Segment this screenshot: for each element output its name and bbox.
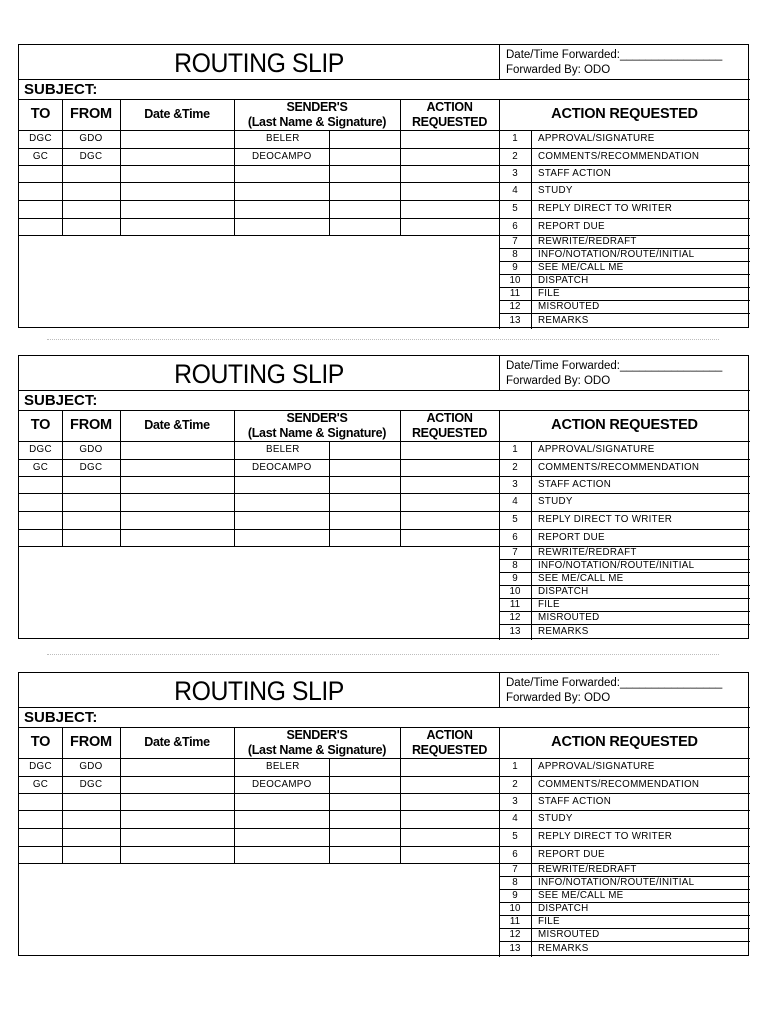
table-rule (499, 673, 500, 707)
datetime-forwarded: Date/Time Forwarded:________________ (506, 49, 723, 61)
slip-title: ROUTING SLIP (174, 359, 344, 389)
action-item-label: SEE ME/CALL ME (538, 262, 624, 273)
action-item-label: REWRITE/REDRAFT (538, 236, 637, 247)
header-action-requested-text (551, 107, 698, 122)
action-number: 10 (509, 903, 521, 914)
action-number: 8 (512, 249, 518, 260)
routing-slip (18, 44, 749, 328)
action-number: 7 (512, 864, 518, 875)
table-rule (499, 218, 750, 219)
subject-label: SUBJECT: (24, 392, 98, 409)
header-from-text (70, 107, 112, 122)
action-item-label: STAFF ACTION (538, 796, 612, 807)
action-item-label: COMMENTS/RECOMMENDATION (538, 462, 700, 473)
header-sender-line: (Last Name & Signature) (247, 114, 387, 129)
header-action (400, 410, 499, 441)
action-number: 2 (512, 462, 518, 473)
cut-line-divider (47, 654, 719, 655)
table-rule (499, 529, 750, 530)
action-item-label: STAFF ACTION (538, 479, 612, 490)
routing-slip (18, 672, 749, 956)
header-action-requested-text (551, 735, 698, 750)
table-rule (499, 300, 750, 301)
action-item-label: FILE (538, 288, 560, 299)
table-rule (329, 758, 330, 863)
table-rule (19, 235, 499, 236)
action-item-label: REMARKS (538, 943, 589, 954)
action-item-label: STUDY (538, 185, 573, 196)
action-number: 1 (512, 444, 518, 455)
slip-title: ROUTING SLIP (174, 48, 344, 78)
header-sender-line: SENDER'S (286, 727, 348, 742)
header-action-text (412, 728, 487, 758)
action-number: 7 (512, 236, 518, 247)
table-rule (499, 611, 750, 612)
table-rule (19, 863, 499, 864)
header-action-requested (499, 99, 750, 130)
action-number: 7 (512, 547, 518, 558)
row-from: DGC (79, 462, 103, 473)
action-item-label: COMMENTS/RECOMMENDATION (538, 151, 700, 162)
table-rule (19, 218, 499, 219)
header-action-requested-line: ACTION REQUESTED (551, 106, 698, 122)
action-item-label: REMARKS (538, 626, 589, 637)
table-rule (499, 356, 500, 390)
table-rule (499, 793, 750, 794)
header-from (62, 99, 120, 130)
header-datetime-text (144, 418, 210, 433)
action-item-label: INFO/NOTATION/ROUTE/INITIAL (538, 560, 695, 571)
table-rule (499, 261, 750, 262)
header-from-text (70, 735, 112, 750)
header-from-line: FROM (70, 417, 112, 433)
action-number: 5 (512, 203, 518, 214)
header-to-line: TO (30, 106, 51, 122)
table-rule (19, 493, 499, 494)
action-number: 13 (509, 943, 521, 954)
action-item-label: REPLY DIRECT TO WRITER (538, 514, 673, 525)
header-action-requested (499, 410, 750, 441)
table-rule (499, 476, 750, 477)
header-datetime (120, 727, 234, 758)
table-rule (19, 165, 499, 166)
row-from: GDO (79, 761, 103, 772)
header-action-text (412, 100, 487, 130)
forwarding-info (506, 48, 722, 78)
table-rule (19, 810, 499, 811)
header-sender-line: (Last Name & Signature) (247, 742, 387, 757)
action-number: 2 (512, 151, 518, 162)
action-number: 3 (512, 796, 518, 807)
action-number: 12 (509, 929, 521, 940)
table-rule (499, 45, 500, 79)
header-action-line: ACTION (426, 727, 473, 742)
action-item-label: APPROVAL/SIGNATURE (538, 444, 655, 455)
action-item-label: FILE (538, 599, 560, 610)
table-rule (499, 182, 750, 183)
table-rule (531, 130, 532, 329)
header-sender (234, 410, 400, 441)
table-rule (531, 441, 532, 640)
table-rule (19, 476, 499, 477)
header-sender-line: SENDER'S (286, 410, 348, 425)
forwarded-by: Forwarded By: ODO (506, 64, 611, 76)
table-rule (499, 624, 750, 625)
action-number: 4 (512, 813, 518, 824)
action-item-label: DISPATCH (538, 903, 589, 914)
action-item-label: STAFF ACTION (538, 168, 612, 179)
header-datetime (120, 410, 234, 441)
row-from: DGC (79, 779, 103, 790)
row-to: DGC (29, 133, 52, 144)
header-sender-text (248, 728, 386, 758)
action-item-label: STUDY (538, 813, 573, 824)
action-number: 11 (509, 916, 521, 927)
action-number: 11 (509, 288, 521, 299)
action-number: 9 (512, 573, 518, 584)
action-number: 12 (509, 301, 521, 312)
action-number: 13 (509, 315, 521, 326)
action-item-label: REWRITE/REDRAFT (538, 864, 637, 875)
table-rule (499, 941, 750, 942)
action-item-label: DISPATCH (538, 586, 589, 597)
row-to: GC (32, 779, 49, 790)
header-action-line: REQUESTED (411, 114, 488, 129)
action-item-label: REPORT DUE (538, 849, 605, 860)
action-number: 6 (512, 221, 518, 232)
action-number: 4 (512, 185, 518, 196)
action-item-label: REWRITE/REDRAFT (538, 547, 637, 558)
header-action (400, 99, 499, 130)
header-sender-text (248, 100, 386, 130)
row-sender: DEOCAMPO (252, 462, 312, 473)
header-action-requested-line: ACTION REQUESTED (551, 734, 698, 750)
datetime-forwarded: Date/Time Forwarded:________________ (506, 360, 723, 372)
forwarding-info (506, 676, 722, 706)
table-rule (499, 493, 750, 494)
header-action-line: ACTION (426, 410, 473, 425)
header-from (62, 410, 120, 441)
action-item-label: APPROVAL/SIGNATURE (538, 761, 655, 772)
table-rule (19, 511, 499, 512)
action-item-label: STUDY (538, 496, 573, 507)
action-number: 3 (512, 479, 518, 490)
header-action-requested-text (551, 418, 698, 433)
table-rule (19, 182, 499, 183)
table-rule (19, 546, 499, 547)
action-number: 13 (509, 626, 521, 637)
row-to: DGC (29, 444, 52, 455)
table-rule (499, 846, 750, 847)
action-number: 6 (512, 532, 518, 543)
action-item-label: REPLY DIRECT TO WRITER (538, 831, 673, 842)
header-sender (234, 99, 400, 130)
table-rule (499, 165, 750, 166)
action-item-label: MISROUTED (538, 929, 600, 940)
header-datetime (120, 99, 234, 130)
header-action-text (412, 411, 487, 441)
action-item-label: DISPATCH (538, 275, 589, 286)
forwarding-info (506, 359, 722, 389)
table-rule (499, 598, 750, 599)
row-from: GDO (79, 444, 103, 455)
action-item-label: INFO/NOTATION/ROUTE/INITIAL (538, 249, 695, 260)
header-action-line: REQUESTED (411, 742, 488, 757)
header-from-line: FROM (70, 106, 112, 122)
action-number: 11 (509, 599, 521, 610)
action-number: 1 (512, 761, 518, 772)
table-rule (531, 758, 532, 957)
cut-line-divider (47, 339, 719, 340)
header-to-text (31, 107, 50, 122)
header-action-line: REQUESTED (411, 425, 488, 440)
header-action-requested-line: ACTION REQUESTED (551, 417, 698, 433)
table-rule (499, 915, 750, 916)
action-item-label: SEE ME/CALL ME (538, 890, 624, 901)
table-rule (329, 130, 330, 235)
action-number: 5 (512, 514, 518, 525)
header-from (62, 727, 120, 758)
header-action-requested (499, 727, 750, 758)
table-rule (19, 828, 499, 829)
table-rule (19, 529, 499, 530)
action-item-label: REPORT DUE (538, 532, 605, 543)
subject-label: SUBJECT: (24, 709, 98, 726)
table-rule (19, 200, 499, 201)
action-item-label: REPLY DIRECT TO WRITER (538, 203, 673, 214)
action-number: 8 (512, 877, 518, 888)
action-item-label: INFO/NOTATION/ROUTE/INITIAL (538, 877, 695, 888)
row-sender: DEOCAMPO (252, 779, 312, 790)
datetime-forwarded: Date/Time Forwarded:________________ (506, 677, 723, 689)
header-to (19, 410, 62, 441)
row-sender: DEOCAMPO (252, 151, 312, 162)
table-rule (499, 810, 750, 811)
action-item-label: MISROUTED (538, 301, 600, 312)
header-datetime-line: Date &Time (144, 107, 210, 121)
forwarded-by: Forwarded By: ODO (506, 375, 611, 387)
table-rule (499, 585, 750, 586)
action-item-label: APPROVAL/SIGNATURE (538, 133, 655, 144)
action-item-label: REMARKS (538, 315, 589, 326)
header-datetime-line: Date &Time (144, 735, 210, 749)
row-sender: BELER (266, 133, 300, 144)
header-from-text (70, 418, 112, 433)
table-rule (499, 902, 750, 903)
row-to: DGC (29, 761, 52, 772)
action-item-label: MISROUTED (538, 612, 600, 623)
table-rule (329, 441, 330, 546)
action-number: 5 (512, 831, 518, 842)
routing-slip (18, 355, 749, 639)
table-rule (499, 287, 750, 288)
header-action-line: ACTION (426, 99, 473, 114)
table-rule (19, 793, 499, 794)
action-number: 2 (512, 779, 518, 790)
header-to (19, 727, 62, 758)
subject-label: SUBJECT: (24, 81, 98, 98)
header-action (400, 727, 499, 758)
header-datetime-text (144, 107, 210, 122)
action-item-label: FILE (538, 916, 560, 927)
row-to: GC (32, 462, 49, 473)
action-number: 1 (512, 133, 518, 144)
table-rule (499, 572, 750, 573)
table-rule (499, 889, 750, 890)
header-to (19, 99, 62, 130)
header-sender-line: (Last Name & Signature) (247, 425, 387, 440)
header-to-line: TO (30, 734, 51, 750)
action-item-label: COMMENTS/RECOMMENDATION (538, 779, 700, 790)
header-to-line: TO (30, 417, 51, 433)
row-from: GDO (79, 133, 103, 144)
table-rule (499, 313, 750, 314)
action-number: 6 (512, 849, 518, 860)
action-number: 8 (512, 560, 518, 571)
table-rule (499, 928, 750, 929)
header-from-line: FROM (70, 734, 112, 750)
row-from: DGC (79, 151, 103, 162)
header-sender-text (248, 411, 386, 441)
action-number: 4 (512, 496, 518, 507)
header-datetime-text (144, 735, 210, 750)
action-number: 3 (512, 168, 518, 179)
header-sender-line: SENDER'S (286, 99, 348, 114)
header-to-text (31, 418, 50, 433)
action-number: 9 (512, 890, 518, 901)
slip-title: ROUTING SLIP (174, 676, 344, 706)
header-datetime-line: Date &Time (144, 418, 210, 432)
row-to: GC (32, 151, 49, 162)
forwarded-by: Forwarded By: ODO (506, 692, 611, 704)
action-number: 9 (512, 262, 518, 273)
table-rule (499, 274, 750, 275)
header-to-text (31, 735, 50, 750)
action-number: 12 (509, 612, 521, 623)
row-sender: BELER (266, 444, 300, 455)
action-number: 10 (509, 275, 521, 286)
action-item-label: REPORT DUE (538, 221, 605, 232)
table-rule (19, 846, 499, 847)
action-number: 10 (509, 586, 521, 597)
header-sender (234, 727, 400, 758)
row-sender: BELER (266, 761, 300, 772)
action-item-label: SEE ME/CALL ME (538, 573, 624, 584)
